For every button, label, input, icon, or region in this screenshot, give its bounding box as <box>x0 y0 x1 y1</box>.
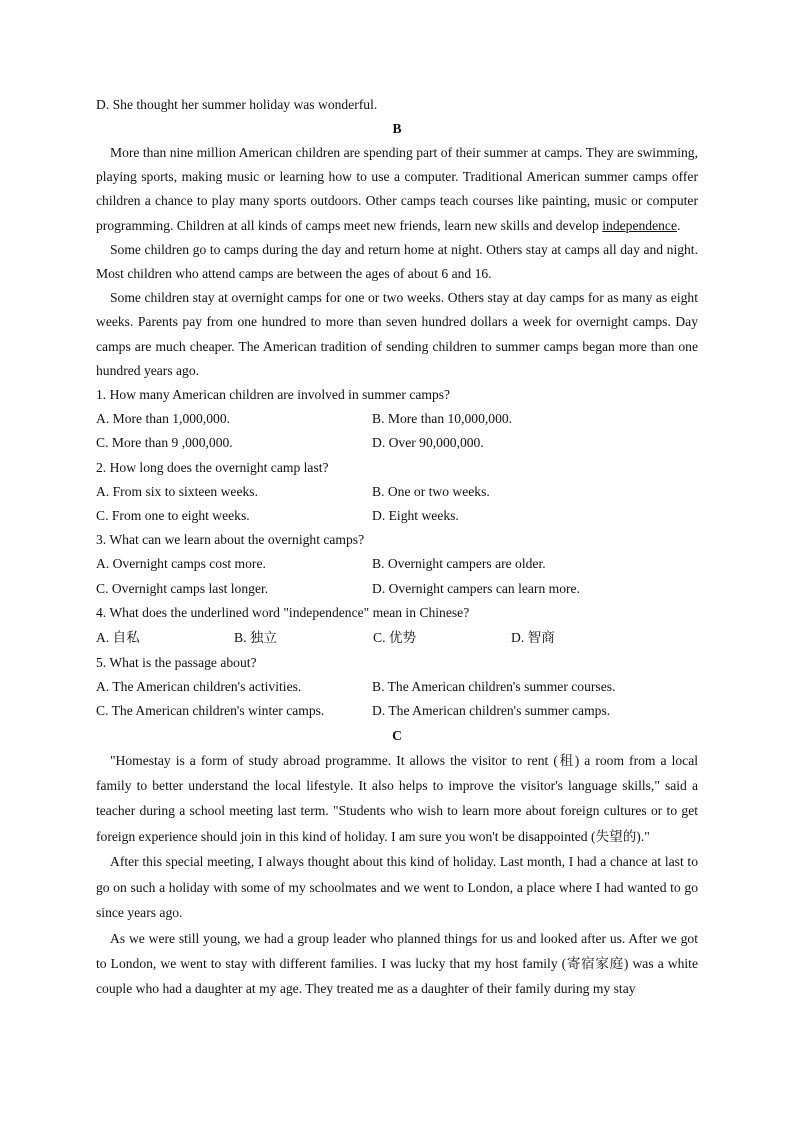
option-b: B. Overnight campers are older. <box>372 556 546 572</box>
option-c: C. 优势 <box>373 630 417 646</box>
paragraph-text: . <box>676 217 681 233</box>
question-4: 4. What does the underlined word "independence" mean in Chinese? <box>96 604 470 620</box>
option-a: A. The American children's activities. <box>96 679 302 695</box>
question-2-options-row-1 <box>96 480 698 504</box>
section-b-paragraph-3: Some children stay at overnight camps for one or two weeks. Others stay at day camps for as many as eight weeks. Parents pay from one hundred to more than seven hundred dollars a week for overnight camps. Day camps are much cheaper. The American tradition of sending children to summer camps began more than one hundred years ago. <box>96 290 698 378</box>
section-b-paragraph-2: Some children go to camps during the day and return home at night. Others stay at camps all day and night. Most children who attend camps are between the ages of about 6 and 16. <box>96 241 698 282</box>
question-2: 2. How long does the overnight camp last? <box>96 459 329 475</box>
question-5: 5. What is the passage about? <box>96 655 257 671</box>
option-a: A. Overnight camps cost more. <box>96 556 266 572</box>
question-5-options-row-2 <box>96 699 698 723</box>
question-3: 3. What can we learn about the overnight camps? <box>96 532 365 548</box>
question-3-options-row-2 <box>96 577 698 601</box>
option-b: B. 独立 <box>234 630 278 646</box>
question-4-options-row <box>96 625 698 651</box>
option-d: D. Over 90,000,000. <box>372 435 484 451</box>
option-d: D. 智商 <box>511 630 555 646</box>
option-b: B. One or two weeks. <box>372 483 490 499</box>
option-c: C. Overnight camps last longer. <box>96 580 269 596</box>
option-b: B. The American children's summer courses. <box>372 679 616 695</box>
section-c-paragraph-2: After this special meeting, I always thought about this kind of holiday. Last month, I had a chance at last to go on such a holiday with some of my schoolmates and we went to London, a place where I had wanted to go since years ago. <box>96 854 698 921</box>
option-d: D. The American children's summer camps. <box>372 703 611 719</box>
section-c-paragraph-3: As we were still young, we had a group leader who planned things for us and looked after us. After we got to London, we went to stay with different families. I was lucky that my host family (寄宿家庭) was a white couple who had a daughter at my age. They treated me as a daughter of their family during my stay <box>96 930 698 997</box>
option-a: A. 自私 <box>96 630 140 646</box>
section-b-heading: B <box>392 121 402 136</box>
paragraph-text: More than nine million American children are spending part of their summer at camps. They are swimming, playing sports, making music or learning how to use a computer. Traditional American summer camps offer children a chance to play many sports outdoors. Other camps teach courses like painting, music or computer programming. Children at all kinds of camps meet new friends, learn new skills and develop <box>96 145 698 233</box>
option-b: B. More than 10,000,000. <box>372 411 513 427</box>
underlined-word: independence <box>602 217 677 233</box>
section-c-paragraph-1: "Homestay is a form of study abroad programme. It allows the visitor to rent (租) a room from a local family to better understand the local lifestyle. It also helps to improve the visitor's language skills," said a teacher during a school meeting last term. "Students who wish to learn more about foreign cultures or to get foreign experience should join in this kind of holiday. I am sure you won't be disappointed (失望的)." <box>96 752 698 844</box>
question-1-options-row-1 <box>96 407 698 431</box>
option-a: A. From six to sixteen weeks. <box>96 483 258 499</box>
question-1-options-row-2 <box>96 431 698 455</box>
section-c-heading: C <box>392 727 402 743</box>
question-2-options-row-2 <box>96 504 698 528</box>
option-c: C. The American children's winter camps. <box>96 703 325 719</box>
question-1: 1. How many American children are involved in summer camps? <box>96 387 451 403</box>
option-c: C. More than 9 ,000,000. <box>96 435 233 451</box>
section-b-paragraph-1 <box>96 141 698 238</box>
option-d-previous-question: D. She thought her summer holiday was wonderful. <box>96 97 378 112</box>
option-a: A. More than 1,000,000. <box>96 411 231 427</box>
option-d: D. Overnight campers can learn more. <box>372 580 580 596</box>
option-d: D. Eight weeks. <box>372 508 459 524</box>
option-c: C. From one to eight weeks. <box>96 508 250 524</box>
question-3-options-row-1 <box>96 552 698 576</box>
question-5-options-row-1 <box>96 675 698 699</box>
